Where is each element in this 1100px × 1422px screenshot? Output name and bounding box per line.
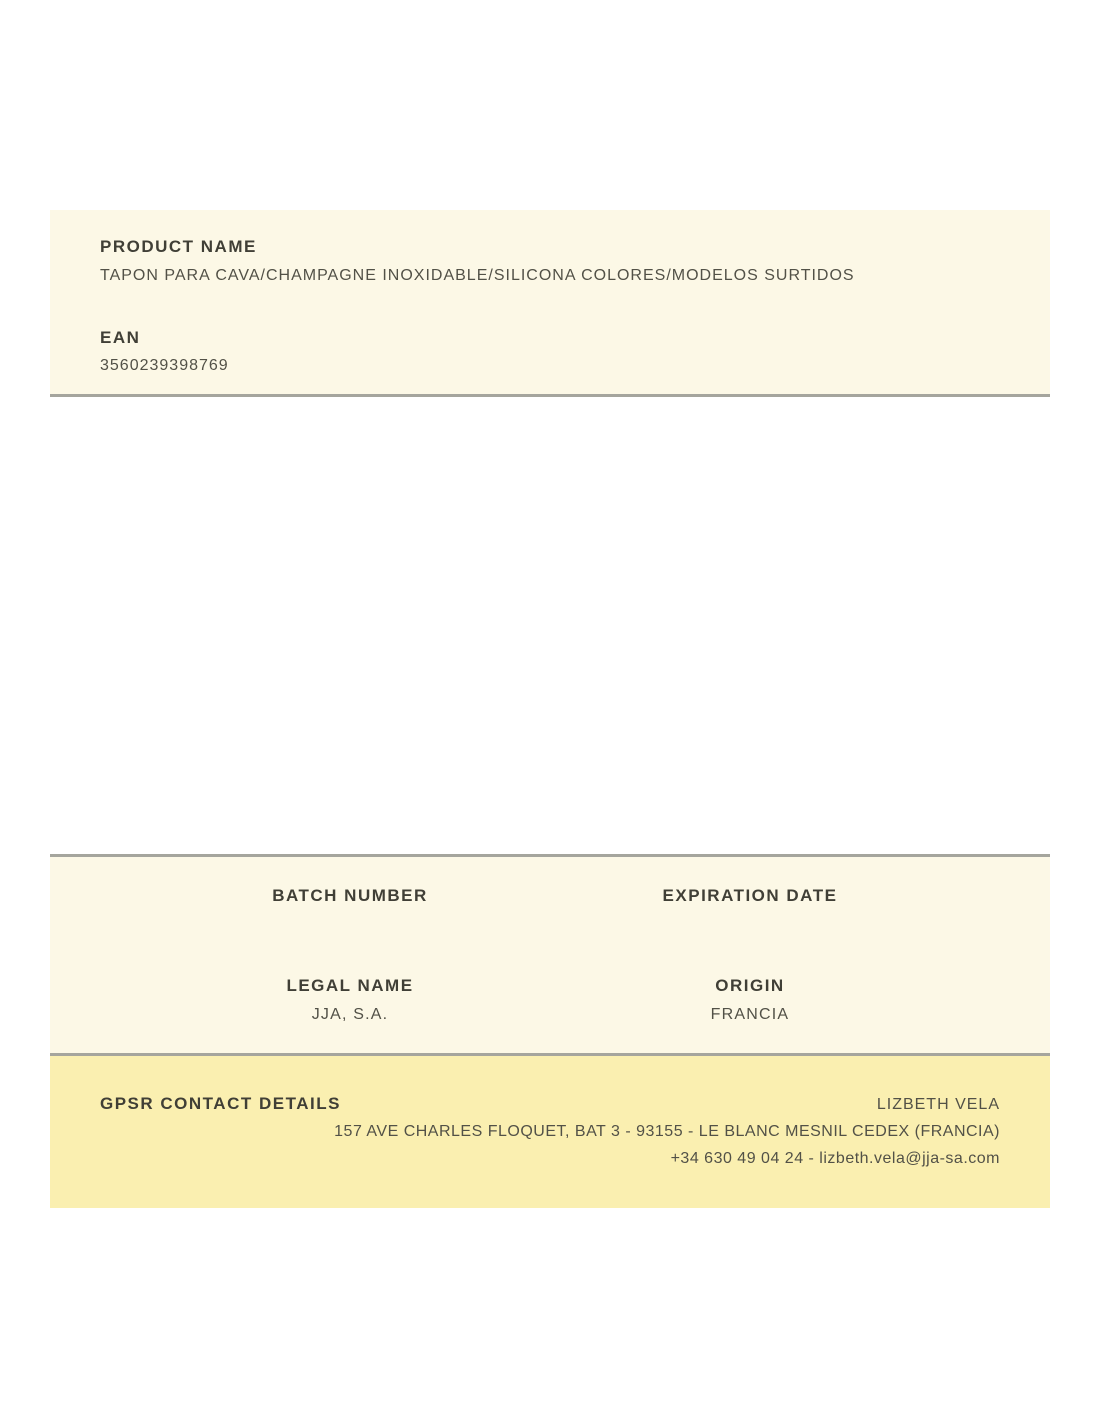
origin-value: FRANCIA bbox=[710, 1006, 790, 1023]
legal-name-cell bbox=[150, 977, 550, 1023]
expiration-date-cell bbox=[550, 887, 950, 904]
contact-phone-email: +34 630 49 04 24 - lizbeth.vela@jja-sa.com bbox=[670, 1150, 1000, 1167]
gpsr-contact-section bbox=[50, 1056, 1050, 1208]
ean-label: EAN bbox=[100, 328, 141, 347]
origin-label: ORIGIN bbox=[715, 976, 785, 995]
product-name-value: TAPON PARA CAVA/CHAMPAGNE INOXIDABLE/SILICONA COLORES/MODELOS SURTIDOS bbox=[100, 267, 855, 284]
product-name-group bbox=[100, 238, 1000, 284]
gpsr-header-row bbox=[100, 1095, 1000, 1113]
legal-name-label: LEGAL NAME bbox=[286, 976, 414, 995]
product-section bbox=[50, 210, 1050, 397]
gpsr-contact-details-label: GPSR CONTACT DETAILS bbox=[100, 1094, 341, 1113]
ean-group bbox=[100, 329, 1000, 374]
legal-name-value: JJA, S.A. bbox=[311, 1006, 389, 1023]
ean-value: 3560239398769 bbox=[100, 357, 229, 374]
batch-number-label: BATCH NUMBER bbox=[272, 886, 428, 905]
product-name-label: PRODUCT NAME bbox=[100, 237, 257, 256]
contact-address: 157 AVE CHARLES FLOQUET, BAT 3 - 93155 - LE BLANC MESNIL CEDEX (FRANCIA) bbox=[334, 1123, 1000, 1140]
batch-details-section bbox=[50, 854, 1050, 1056]
batch-number-cell bbox=[150, 887, 550, 904]
contact-name: LIZBETH VELA bbox=[876, 1096, 1000, 1113]
batch-expiration-row bbox=[150, 887, 950, 904]
expiration-date-label: EXPIRATION DATE bbox=[662, 886, 838, 905]
legal-origin-row bbox=[150, 977, 950, 1023]
origin-cell bbox=[550, 977, 950, 1023]
